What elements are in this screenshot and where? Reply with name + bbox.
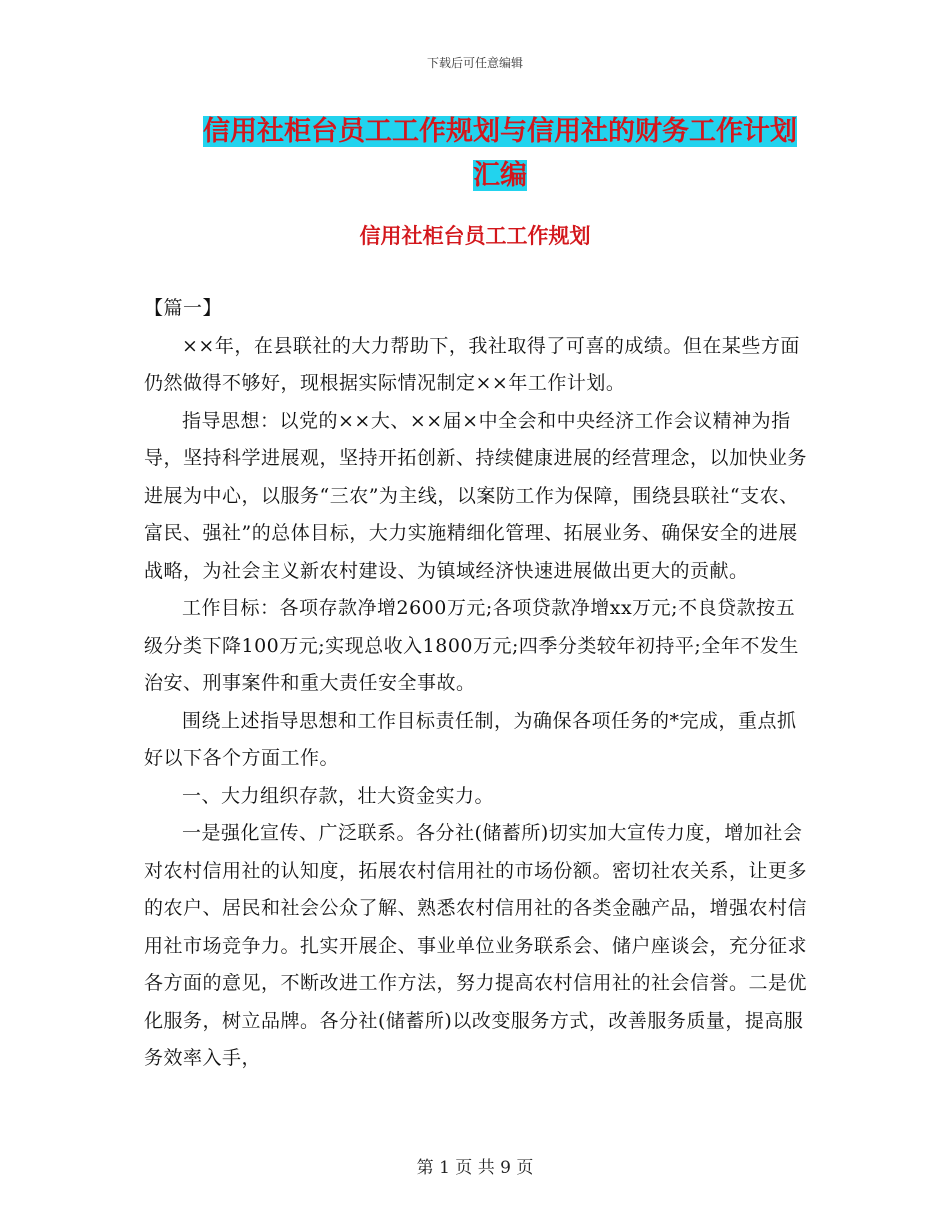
document-sub-title: 信用社柜台员工工作规划 <box>359 223 591 248</box>
main-title-text: 信用社柜台员工工作规划与信用社的财务工作计划汇编 <box>203 116 797 191</box>
document-main-title <box>190 110 810 198</box>
paragraph: 指导思想：以党的××大、××届×中全会和中央经济工作会议精神为指导，坚持科学进展观，坚持开拓创新、持续健康进展的经营理念，以加快业务进展为中心，以服务“三农”为主线，以案防工作为保障，围绕县联社“支农、富民、强社”的总体目标，大力实施精细化管理、拓展业务、确保安全的进展战略，为社会主义新农村建设、为镇域经济快速进展做出更大的贡献。 <box>144 409 808 582</box>
section-label: 【篇一】 <box>144 297 223 319</box>
paragraph: 一是强化宣传、广泛联系。各分社(储蓄所)切实加大宣传力度，增加社会对农村信用社的认知度，拓展农村信用社的市场份额。密切社农关系，让更多的农户、居民和社会公众了解、熟悉农村信用社的各类金融产品，增强农村信用社市场竞争力。扎实开展企、事业单位业务联系会、储户座谈会，充分征求各方面的意见，不断改进工作方法，努力提高农村信用社的社会信誉。二是优化服务，树立品牌。各分社(储蓄所)以改变服务方式，改善服务质量，提高服务效率入手， <box>144 822 808 1069</box>
page-footer: 第 1 页 共 9 页 <box>416 1158 534 1178</box>
paragraph: 工作目标：各项存款净增2600万元;各项贷款净增xx万元;不良贷款按五级分类下降100万元;实现总收入1800万元;四季分类较年初持平;全年不发生治安、刑事案件和重大责任安全事故。 <box>144 597 799 694</box>
paragraph: ××年，在县联社的大力帮助下，我社取得了可喜的成绩。但在某些方面仍然做得不够好，现根据实际情况制定××年工作计划。 <box>144 334 800 394</box>
page-header-note: 下载后可任意编辑 <box>426 56 523 70</box>
paragraph-heading: 一、大力组织存款，壮大资金实力。 <box>182 784 495 807</box>
document-body <box>144 290 808 1078</box>
paragraph: 围绕上述指导思想和工作目标责任制，为确保各项任务的*完成，重点抓好以下各个方面工作。 <box>144 709 797 769</box>
